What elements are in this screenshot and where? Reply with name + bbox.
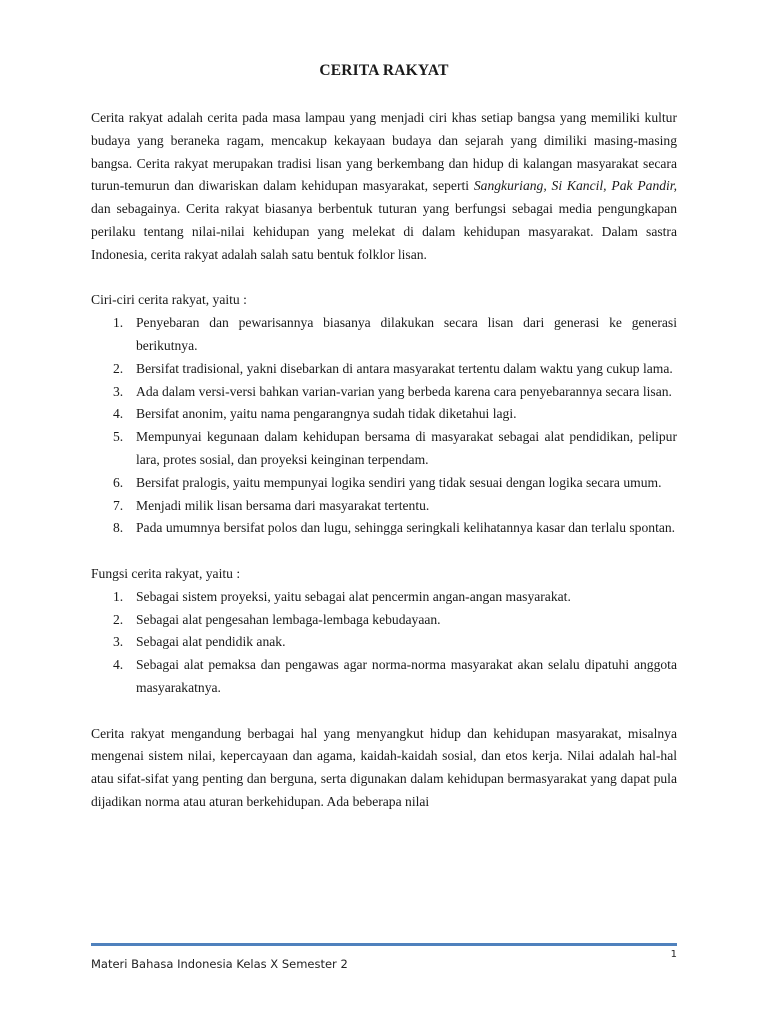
list-number: 3. (113, 383, 124, 399)
list-item (91, 495, 677, 518)
list-item-text: Penyebaran dan pewarisannya biasanya dilakukan secara lisan dari generasi ke generasi berikutnya. (136, 315, 677, 353)
spacer (91, 540, 677, 563)
list-number: 5. (113, 429, 124, 445)
page-number: 1 (670, 949, 677, 960)
list-item-text: Bersifat tradisional, yakni disebarkan di antara masyarakat tertentu dalam waktu yang cukup lama. (136, 360, 673, 376)
list-item (91, 631, 677, 654)
list-item (91, 426, 677, 472)
list-item (91, 358, 677, 381)
list-number: 7. (113, 497, 124, 513)
ciri-heading: Ciri-ciri cerita rakyat, yaitu : (91, 292, 247, 308)
fungsi-list (91, 586, 677, 700)
list-item-text: Sebagai alat pengesahan lembaga-lembaga kebudayaan. (136, 611, 441, 627)
list-number: 1. (113, 588, 124, 604)
intro-text-before: Cerita rakyat adalah cerita pada masa lampau yang menjadi ciri khas setiap bangsa yang memiliki kultur budaya yang beraneka ragam, mencakup kekayaan budaya dan sejarah yang dimiliki masing-masing bangsa. Cerita rakyat merupakan tradisi lisan yang berkembang dan hidup di kalangan masyarakat secara turun-temurun dan diwariskan dalam kehidupan masyarakat, seperti (91, 110, 677, 194)
list-item-text: Mempunyai kegunaan dalam kehidupan bersama di masyarakat sebagai alat pendidikan, pelipur lara, protes sosial, dan proyeksi keinginan terpendam. (136, 429, 677, 467)
list-item (91, 381, 677, 404)
page-title: CERITA RAKYAT (319, 62, 449, 79)
list-item-text: Sebagai alat pendidik anak. (136, 634, 286, 650)
list-item (91, 312, 677, 358)
spacer (91, 700, 677, 723)
list-item-text: Pada umumnya bersifat polos dan lugu, sehingga seringkali kelihatannya kasar dan terlalu spontan. (136, 520, 676, 536)
list-item-text: Bersifat anonim, yaitu nama pengarangnya sudah tidak diketahui lagi. (136, 406, 517, 422)
fungsi-heading: Fungsi cerita rakyat, yaitu : (91, 565, 241, 581)
list-number: 3. (113, 634, 124, 650)
footer-text: Materi Bahasa Indonesia Kelas X Semester 2 (91, 957, 348, 971)
spacer (91, 267, 677, 290)
list-number: 4. (113, 406, 124, 422)
list-item (91, 654, 677, 700)
ciri-list (91, 312, 677, 540)
list-item (91, 403, 677, 426)
list-item (91, 517, 677, 540)
list-item-text: Bersifat pralogis, yaitu mempunyai logika sendiri yang tidak sesuai dengan logika secara umum. (136, 474, 662, 490)
list-item-text: Ada dalam versi-versi bahkan varian-varian yang berbeda karena cara penyebarannya secara lisan. (136, 383, 672, 399)
footer-rule (91, 943, 677, 946)
list-number: 8. (113, 520, 124, 536)
list-item-text: Sebagai alat pemaksa dan pengawas agar norma-norma masyarakat akan selalu dipatuhi anggota masyarakatnya. (136, 657, 677, 695)
list-item (91, 609, 677, 632)
list-item-text: Menjadi milik lisan bersama dari masyarakat tertentu. (136, 497, 430, 513)
list-number: 2. (113, 611, 124, 627)
intro-paragraph (91, 107, 677, 267)
closing-paragraph: Cerita rakyat mengandung berbagai hal yang menyangkut hidup dan kehidupan masyarakat, misalnya mengenai sistem nilai, kepercayaan dan agama, kaidah-kaidah sosial, dan etos kerja. Nilai adalah hal-hal atau sifat-sifat yang penting dan berguna, serta digunakan dalam kehidupan bermasyarakat yang dapat pula dijadikan norma atau aturan berkehidupan. Ada beberapa nilai (91, 725, 677, 809)
list-number: 6. (113, 474, 124, 490)
list-number: 2. (113, 360, 124, 376)
list-item-text: Sebagai sistem proyeksi, yaitu sebagai alat pencermin angan-angan masyarakat. (136, 588, 571, 604)
intro-italic-examples: Sangkuriang, Si Kancil, Pak Pandir, (473, 178, 677, 194)
list-number: 1. (113, 315, 124, 331)
intro-text-after: dan sebagainya. Cerita rakyat biasanya berbentuk tuturan yang berfungsi sebagai media pengungkapan perilaku tentang nilai-nilai kehidupan yang melekat di dalam kehidupan masyarakat. Dalam sastra Indonesia, cerita rakyat adalah salah satu bentuk folklor lisan. (91, 201, 677, 262)
list-item (91, 586, 677, 609)
list-number: 4. (113, 657, 124, 673)
list-item (91, 472, 677, 495)
body-content (91, 107, 677, 814)
